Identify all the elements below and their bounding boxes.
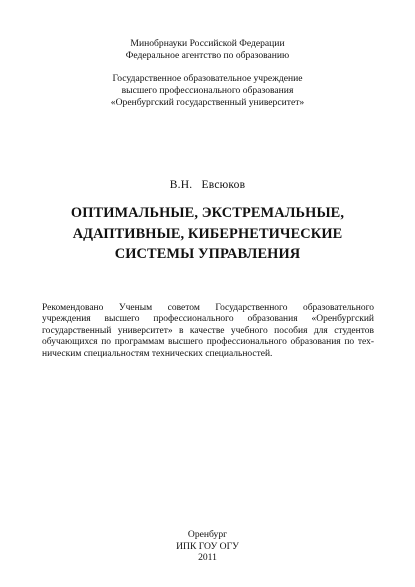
recommendation-line-4: обучающихся по программам высшего профессионального образования по тех- xyxy=(42,337,374,348)
book-title xyxy=(0,203,415,265)
title-line-2: АДАПТИВНЫЕ, КИБЕРНЕТИЧЕСКИЕ xyxy=(72,225,343,242)
title-line-3: СИСТЕМЫ УПРАВЛЕНИЯ xyxy=(114,246,301,262)
institution-line-1: Государственное образовательное учреждение xyxy=(112,73,303,84)
recommendation-line-1: Рекомендовано Ученым советом Государственного образовательного xyxy=(42,303,374,313)
imprint-publisher: ИПК ГОУ ОГУ xyxy=(176,540,239,552)
title-line-1: ОПТИМАЛЬНЫЕ, ЭКСТРЕМАЛЬНЫЕ, xyxy=(70,205,345,221)
institution-header xyxy=(0,73,415,110)
author-text: В.Н. Евсюков xyxy=(169,179,246,191)
agency-line: Федеральное агентство по образованию xyxy=(125,50,290,62)
imprint xyxy=(0,529,415,564)
institution-line-2: высшего профессионального образования xyxy=(121,85,294,97)
imprint-city: Оренбург xyxy=(187,529,228,540)
recommendation-line-2: учреждения высшего профессионального образования «Оренбургский xyxy=(42,314,374,325)
author-name xyxy=(0,178,415,192)
recommendation-line-5: ническим специальностям технических специальностей. xyxy=(42,348,273,359)
ministry-header xyxy=(0,38,415,62)
institution-line-3: «Оренбургский государственный университет» xyxy=(110,97,305,109)
recommendation-paragraph xyxy=(42,303,374,360)
recommendation-line-3: государственный университет» в качестве учебного пособия для студентов xyxy=(42,325,374,336)
ministry-line: Минобрнауки Российской Федерации xyxy=(130,38,285,49)
imprint-year: 2011 xyxy=(198,552,217,564)
